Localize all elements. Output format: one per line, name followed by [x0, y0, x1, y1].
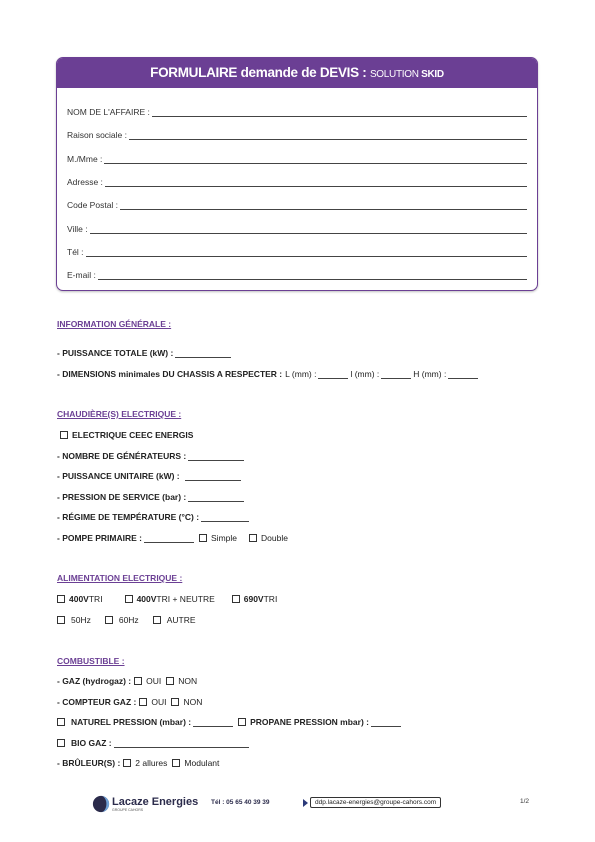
field-line[interactable]: [105, 176, 527, 187]
form-title-bar: [57, 58, 537, 88]
row-compteur-gaz: [57, 697, 202, 707]
field-code-postal[interactable]: [67, 196, 527, 210]
opt3-bold: 690V: [243, 594, 264, 604]
section-title-alimentation: ALIMENTATION ELECTRIQUE :: [57, 573, 183, 583]
pompe-blank[interactable]: [144, 534, 194, 543]
row-tension: [57, 594, 277, 604]
field-label: Adresse :: [67, 177, 103, 187]
footer-phone: Tél : 05 65 40 39 39: [211, 799, 270, 806]
pression-label: - PRESSION DE SERVICE (bar) :: [57, 492, 187, 502]
checkbox-gaz-oui[interactable]: [134, 677, 142, 685]
checkbox-690v-tri[interactable]: [232, 595, 240, 603]
gaz-label: - GAZ (hydrogaz) :: [57, 676, 132, 686]
field-email[interactable]: [67, 266, 527, 280]
checkbox-60hz[interactable]: [105, 616, 113, 624]
checkbox-double[interactable]: [249, 534, 257, 542]
dim-l-label: L (mm) :: [285, 369, 317, 379]
puissance-blank[interactable]: [175, 349, 231, 358]
field-line[interactable]: [98, 269, 527, 280]
checkbox-400v-tri[interactable]: [57, 595, 65, 603]
field-raison-sociale[interactable]: [67, 126, 527, 140]
puissance-label: - PUISSANCE TOTALE (kW) :: [57, 348, 174, 358]
autre-label: AUTRE: [166, 615, 196, 625]
contact-card: [56, 57, 538, 291]
simple-label: Simple: [211, 533, 237, 543]
propane-blank[interactable]: [371, 718, 401, 727]
logo-text: Lacaze Energies: [112, 795, 199, 808]
field-mme[interactable]: [67, 150, 527, 164]
dim-l-blank[interactable]: [318, 370, 348, 379]
hz60-label: 60Hz: [118, 615, 139, 625]
checkbox-electrique-ceec[interactable]: [60, 431, 68, 439]
field-label: Raison sociale :: [67, 130, 128, 140]
checkbox-compteur-non[interactable]: [171, 698, 179, 706]
row-electrique-ceec: [60, 430, 193, 440]
arrow-right-icon: [303, 799, 308, 807]
row-nombre-generateurs: [57, 451, 246, 461]
regime-label: - RÉGIME DE TEMPÉRATURE (°C) :: [57, 512, 200, 522]
modulant-label: Modulant: [184, 758, 220, 768]
hz50-label: 50Hz: [71, 615, 91, 625]
row-frequence: [57, 615, 196, 625]
field-adresse[interactable]: [67, 173, 527, 187]
row-bruleur: [57, 758, 219, 768]
naturel-blank[interactable]: [193, 718, 233, 727]
opt3-label: TRI: [263, 594, 278, 604]
field-tel[interactable]: [67, 243, 527, 257]
page-number: 1/2: [520, 798, 530, 805]
field-label: Code Postal :: [67, 200, 119, 210]
field-label: NOM DE L'AFFAIRE :: [67, 107, 150, 117]
field-line[interactable]: [90, 223, 527, 234]
footer-email-block[interactable]: [303, 797, 441, 808]
row-regime-temperature: [57, 512, 251, 522]
field-ville[interactable]: [67, 220, 527, 234]
gaz-oui-label: OUI: [146, 676, 162, 686]
checkbox-naturel[interactable]: [57, 718, 65, 726]
checkbox-2-allures[interactable]: [123, 759, 131, 767]
bruleur-label: - BRÛLEUR(S) :: [57, 758, 121, 768]
opt1-bold: 400V: [69, 594, 89, 604]
dimensions-label: - DIMENSIONS minimales DU CHASSIS A RESPECTER :: [57, 369, 283, 379]
compteur-non-label: NON: [183, 697, 203, 707]
row-dimensions: [57, 369, 480, 379]
logo-subtext: GROUPE CAHORS: [112, 807, 144, 812]
gaz-non-label: NON: [178, 676, 198, 686]
checkbox-compteur-oui[interactable]: [139, 698, 147, 706]
pompe-label: - POMPE PRIMAIRE :: [57, 533, 143, 543]
row-puissance-totale: [57, 348, 233, 358]
dim-l2-label: l (mm) :: [350, 369, 380, 379]
section-title-chaudiere: CHAUDIÈRE(S) ELECTRIQUE :: [57, 409, 182, 419]
checkbox-400v-tri-neutre[interactable]: [125, 595, 133, 603]
dim-h-label: H (mm) :: [413, 369, 447, 379]
compteur-oui-label: OUI: [151, 697, 167, 707]
opt1-label: TRI: [88, 594, 103, 604]
double-label: Double: [261, 533, 288, 543]
company-logo: [92, 795, 198, 813]
field-label: Tél :: [67, 247, 84, 257]
title-rest: demande de DEVIS :: [237, 65, 370, 80]
opt2-label: TRI + NEUTRE: [156, 594, 215, 604]
lacaze-logo-icon: [92, 795, 110, 813]
row-puissance-unitaire: [57, 471, 243, 481]
checkbox-gaz-non[interactable]: [166, 677, 174, 685]
dim-l2-blank[interactable]: [381, 370, 411, 379]
pression-blank[interactable]: [188, 493, 244, 502]
biogaz-label: BIO GAZ :: [71, 738, 112, 748]
field-nom-affaire[interactable]: [67, 103, 527, 117]
field-line[interactable]: [120, 199, 527, 210]
nombre-blank[interactable]: [188, 452, 244, 461]
checkbox-propane[interactable]: [238, 718, 246, 726]
checkbox-50hz[interactable]: [57, 616, 65, 624]
title-bold: FORMULAIRE: [150, 65, 238, 80]
naturel-label: NATUREL PRESSION (mbar) :: [71, 717, 192, 727]
checkbox-modulant[interactable]: [172, 759, 180, 767]
checkbox-autre[interactable]: [153, 616, 161, 624]
footer-email[interactable]: ddp.lacaze-energies@groupe-cahors.com: [310, 797, 441, 808]
title-sub-bold: SKID: [421, 69, 444, 80]
field-line[interactable]: [152, 106, 527, 117]
dim-h-blank[interactable]: [448, 370, 478, 379]
row-gaz: [57, 676, 197, 686]
field-line[interactable]: [129, 129, 527, 140]
field-label: M./Mme :: [67, 154, 103, 164]
compteur-label: - COMPTEUR GAZ :: [57, 697, 137, 707]
field-label: Ville :: [67, 224, 88, 234]
propane-label: PROPANE PRESSION mbar) :: [250, 717, 369, 727]
section-title-general: INFORMATION GÉNÉRALE :: [57, 319, 172, 329]
checkbox-simple[interactable]: [199, 534, 207, 542]
field-label: E-mail :: [67, 270, 96, 280]
title-sub: SOLUTION: [369, 69, 422, 80]
row-pression-gaz: [57, 717, 403, 727]
checkbox-biogaz[interactable]: [57, 739, 65, 747]
allures-label: 2 allures: [135, 758, 168, 768]
section-title-combustible: COMBUSTIBLE :: [57, 656, 125, 666]
unitaire-label: - PUISSANCE UNITAIRE (kW) :: [57, 471, 180, 481]
row-biogaz: [57, 738, 251, 748]
nombre-label: - NOMBRE DE GÉNÉRATEURS :: [57, 451, 187, 461]
field-line[interactable]: [104, 153, 527, 164]
electrique-ceec-label: ELECTRIQUE CEEC ENERGIS: [72, 430, 194, 440]
row-pompe-primaire: [57, 533, 288, 543]
row-pression-service: [57, 492, 246, 502]
field-line[interactable]: [86, 246, 527, 257]
unitaire-blank[interactable]: [185, 472, 241, 481]
biogaz-blank[interactable]: [114, 739, 249, 748]
opt2-bold: 400V: [136, 594, 157, 604]
regime-blank[interactable]: [201, 513, 249, 522]
